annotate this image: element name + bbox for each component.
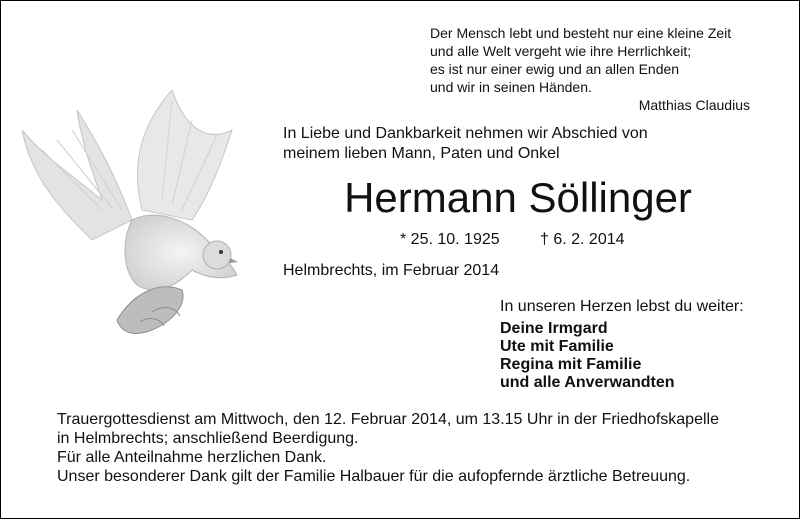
intro-text — [283, 124, 648, 164]
intro-line: In Liebe und Dankbarkeit nehmen wir Abschied von — [283, 125, 648, 142]
family-member: Deine Irmgard — [500, 320, 608, 337]
family-list — [500, 320, 675, 392]
place-date: Helmbrechts, im Februar 2014 — [283, 262, 500, 279]
family-member: Ute mit Familie — [500, 338, 614, 355]
footer-line: in Helmbrechts; anschließend Beerdigung. — [57, 430, 359, 447]
hearts-line: In unseren Herzen lebst du weiter: — [500, 298, 744, 315]
quote-line: Der Mensch lebt und besteht nur eine kleine Zeit — [430, 25, 732, 41]
intro-line: meinem lieben Mann, Paten und Onkel — [283, 145, 560, 162]
quote-line: und wir in seinen Händen. — [430, 79, 592, 95]
footer-line: Für alle Anteilnahme herzlichen Dank. — [57, 449, 327, 466]
footer-line: Trauergottesdienst am Mittwoch, den 12. Februar 2014, um 13.15 Uhr in der Friedhofskapelle — [57, 411, 719, 428]
deceased-name: Hermann Söllinger — [344, 174, 692, 221]
footer-text — [57, 410, 777, 486]
quote-block — [430, 24, 750, 114]
dove-in-hands-icon — [22, 90, 282, 360]
family-member: Regina mit Familie — [500, 356, 642, 373]
quote-author: Matthias Claudius — [638, 97, 750, 113]
footer-line: Unser besonderer Dank gilt der Familie Halbauer für die aufopfernde ärztliche Betreuung. — [57, 468, 691, 485]
quote-line: es ist nur einer ewig und an allen Enden — [430, 61, 680, 77]
death-date: † 6. 2. 2014 — [540, 231, 625, 248]
birth-date: * 25. 10. 1925 — [400, 231, 500, 248]
quote-line: und alle Welt vergeht wie ihre Herrlichkeit; — [430, 43, 692, 59]
family-member: und alle Anverwandten — [500, 374, 675, 391]
